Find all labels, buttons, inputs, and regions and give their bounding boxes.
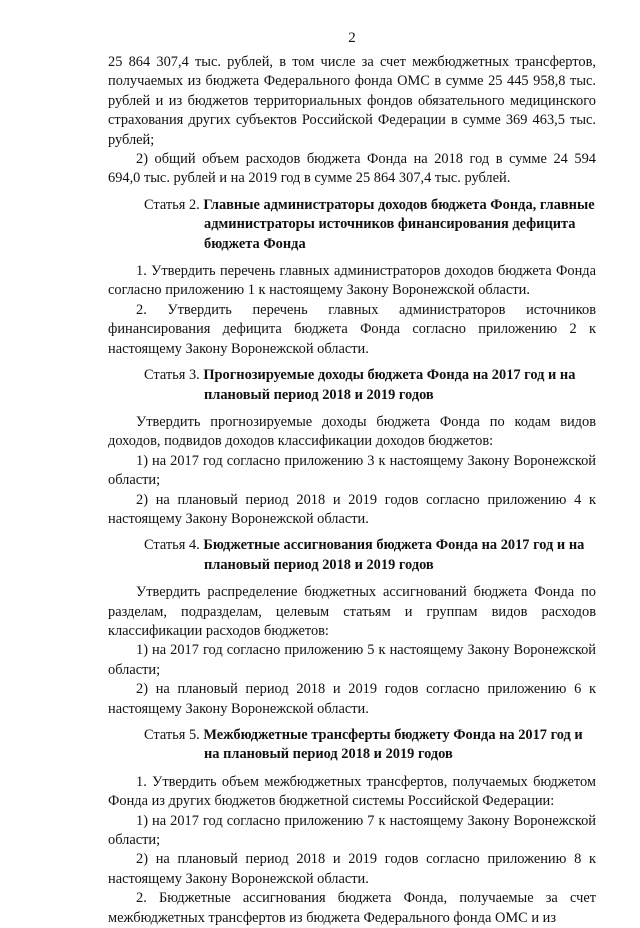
article-5-heading (108, 726, 596, 765)
article-2-label: Статья 2. (144, 196, 204, 213)
page-number: 2 (348, 30, 356, 46)
article-4-title: Бюджетные ассигнования бюджета Фонда на 2017 год и на плановый период 2018 и 2019 годов (203, 537, 585, 573)
article-3-title: Прогнозируемые доходы бюджета Фонда на 2017 год и на плановый период 2018 и 2019 годов (203, 367, 576, 403)
article-4-paragraph-1: Утвердить распределение бюджетных ассигнований бюджета Фонда по разделам, подразделам, целевым статьям и группам видов расходов классификации расходов бюджетов: (108, 584, 596, 639)
article-2-title: Главные администраторы доходов бюджета Фонда, главные администраторы источников финансирования дефицита бюджета Фонда (203, 196, 595, 252)
article-4-heading (108, 536, 596, 575)
article-5-paragraph-4: 2. Бюджетные ассигнования бюджета Фонда, получаемые за счет межбюджетных трансфертов из бюджета Федерального фонда ОМС и из (108, 890, 596, 926)
article-4-paragraph-2: 1) на 2017 год согласно приложению 5 к настоящему Закону Воронежской области; (108, 642, 596, 678)
article-4-label: Статья 4. (144, 537, 204, 554)
article-3-paragraph-2: 1) на 2017 год согласно приложению 3 к настоящему Закону Воронежской области; (108, 452, 596, 489)
article-2-paragraph-1: 1. Утвердить перечень главных администраторов доходов бюджета Фонда согласно приложению 1 к настоящему Закону Воронежской области. (108, 263, 596, 299)
article-3-paragraph-1: Утвердить прогнозируемые доходы бюджета Фонда по кодам видов доходов, подвидов доходов классификации доходов бюджетов: (108, 413, 596, 450)
article-2-paragraph-2: 2. Утвердить перечень главных администраторов источников финансирования дефицита бюджета Фонда согласно приложению 2 к настоящему Закону Воронежской области. (108, 301, 596, 357)
article-5-paragraph-1: 1. Утвердить объем межбюджетных трансфертов, получаемых бюджетом Фонда из других бюджетов бюджетной системы Российской Федерации: (108, 773, 596, 810)
intro-paragraph-1: 25 864 307,4 тыс. рублей, в том числе за счет межбюджетных трансфертов, получаемых из бюджета Федерального фонда ОМС в сумме 25 445 958,8 тыс. рублей и из бюджетов территориальных фондов обязательного медицинского страхования других субъектов Российской Федерации в сумме 369 463,5 тыс. рублей; (108, 54, 596, 148)
article-5-title: Межбюджетные трансферты бюджету Фонда на 2017 год и на плановый период 2018 и 2019 годов (203, 727, 583, 763)
document-page (108, 28, 596, 928)
article-5-paragraph-3: 2) на плановый период 2018 и 2019 годов согласно приложению 8 к настоящему Закону Воронежской области. (108, 851, 596, 887)
intro-paragraph-2: 2) общий объем расходов бюджета Фонда на 2018 год в сумме 24 594 694,0 тыс. рублей и на 2019 год в сумме 25 864 307,4 тыс. рублей. (108, 151, 596, 187)
article-3-label: Статья 3. (144, 367, 204, 384)
article-3-heading (108, 366, 596, 405)
article-5-paragraph-2: 1) на 2017 год согласно приложению 7 к настоящему Закону Воронежской области; (108, 812, 596, 849)
article-4-paragraph-3: 2) на плановый период 2018 и 2019 годов согласно приложению 6 к настоящему Закону Воронежской области. (108, 681, 596, 717)
article-2-heading (108, 196, 596, 254)
article-3-paragraph-3: 2) на плановый период 2018 и 2019 годов согласно приложению 4 к настоящему Закону Воронежской области. (108, 491, 596, 527)
article-5-label: Статья 5. (144, 727, 204, 743)
